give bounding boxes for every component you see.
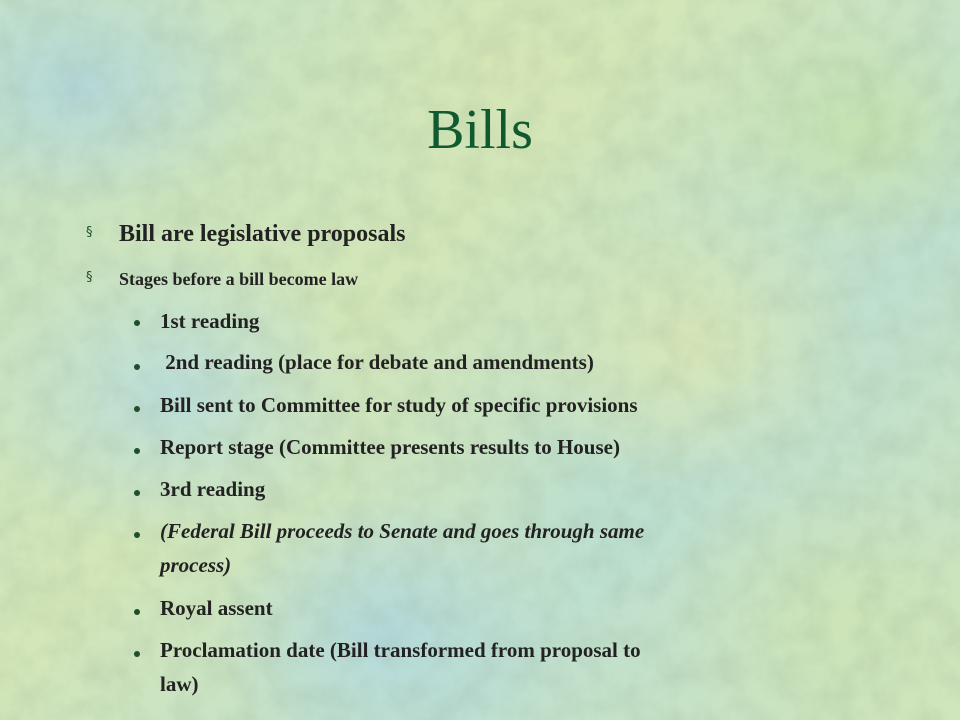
round-bullet-icon — [134, 448, 140, 454]
bullet-level2-item-line2: process) — [160, 553, 232, 577]
round-bullet-icon — [134, 490, 140, 496]
bullet-level1-item: Stages before a bill become law — [119, 269, 359, 289]
bullet-level2-item-line1: Proclamation date (Bill transformed from proposal to — [160, 638, 641, 662]
bullet-level2-item: 2nd reading (place for debate and amendments) — [160, 350, 594, 374]
round-bullet-icon — [134, 609, 140, 615]
bullet-level2-item: 1st reading — [160, 309, 260, 333]
slide-title: Bills — [427, 99, 533, 161]
bullet-level2-item: Bill sent to Committee for study of specific provisions — [160, 393, 638, 417]
square-bullet-icon: § — [86, 270, 93, 285]
bullet-level2-item: 3rd reading — [160, 477, 266, 501]
round-bullet-icon — [134, 406, 140, 412]
square-bullet-icon: § — [86, 225, 93, 240]
bullet-level2-item: Report stage (Committee presents results to House) — [160, 435, 620, 459]
round-bullet-icon — [134, 532, 140, 538]
bullet-level2-item-line1: (Federal Bill proceeds to Senate and goes through same — [160, 519, 645, 543]
round-bullet-icon — [134, 651, 140, 657]
round-bullet-icon — [134, 320, 140, 326]
bullet-level2-item-line2: law) — [160, 672, 199, 696]
round-bullet-icon — [134, 364, 140, 370]
bullet-level2-item: Royal assent — [160, 596, 273, 620]
bullet-level1-item: Bill are legislative proposals — [119, 221, 406, 247]
